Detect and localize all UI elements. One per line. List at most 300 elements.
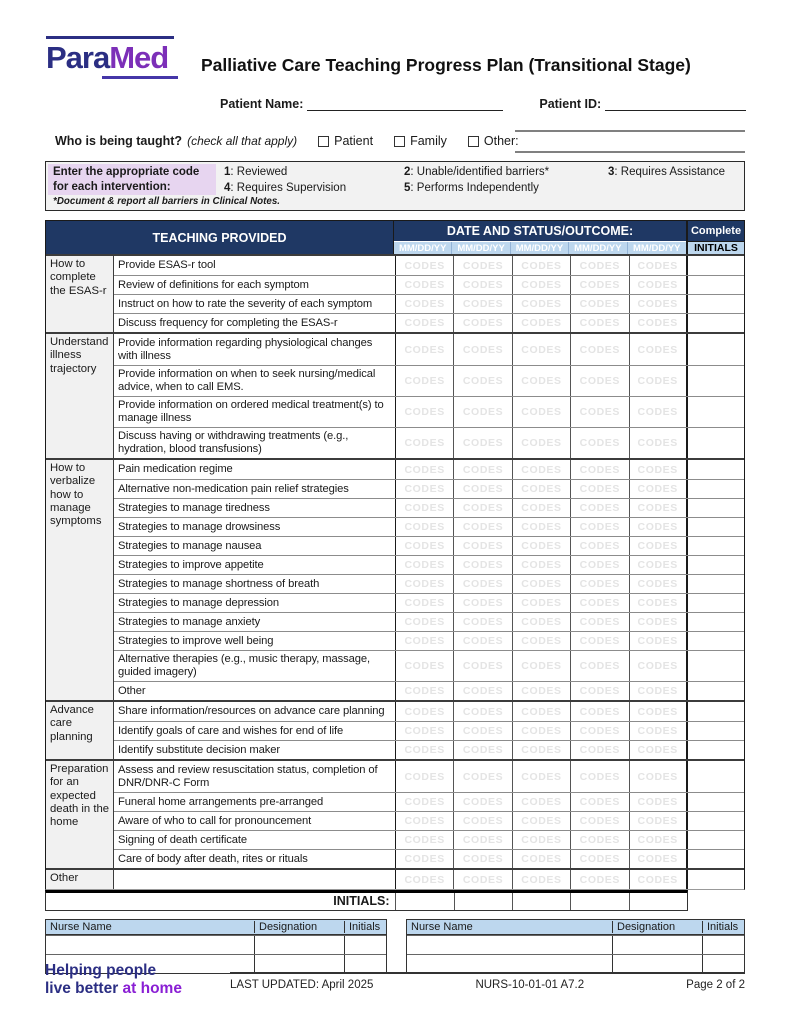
code-entry-cell[interactable]: CODES [396, 575, 454, 593]
designation-cell[interactable] [254, 955, 344, 973]
initials-col-header: Initials [344, 921, 386, 933]
code-entry-cell[interactable]: CODES [630, 556, 688, 574]
code-entry-cell[interactable]: CODES [571, 256, 629, 275]
complete-initials-cell[interactable] [688, 256, 744, 275]
code-entry-cell[interactable]: CODES [630, 741, 688, 759]
teaching-item-row [114, 811, 744, 830]
complete-initials-cell[interactable] [688, 276, 744, 294]
teaching-item-row [114, 830, 744, 849]
initials-summary-row [45, 890, 688, 911]
code-entry-cell[interactable]: CODES [454, 428, 512, 458]
code-entry-cell[interactable]: CODES [630, 397, 688, 427]
teaching-item-label: Strategies to improve appetite [114, 556, 396, 574]
code-entry-cell[interactable]: CODES [513, 613, 571, 631]
code-entry-cell[interactable]: CODES [396, 722, 454, 740]
code-entry-cell[interactable]: CODES [571, 682, 629, 700]
code-entry-cell[interactable]: CODES [513, 870, 571, 889]
complete-initials-cell[interactable] [688, 613, 744, 631]
initials-summary-cell[interactable] [395, 893, 453, 910]
code-entry-cell[interactable]: CODES [571, 575, 629, 593]
code-entry-cell[interactable]: CODES [513, 518, 571, 536]
teaching-section [46, 868, 744, 889]
date-column-header: MM/DD/YY [511, 242, 569, 254]
legend-code-5-text: : Performs Independently [410, 182, 539, 194]
complete-initials-cell[interactable] [688, 870, 744, 889]
code-entry-cell[interactable]: CODES [571, 314, 629, 332]
code-entry-cell[interactable]: CODES [513, 460, 571, 479]
code-entry-cell[interactable]: CODES [630, 314, 688, 332]
teaching-item-row [114, 612, 744, 631]
code-entry-cell[interactable]: CODES [630, 537, 688, 555]
code-entry-cell[interactable]: CODES [513, 537, 571, 555]
teaching-item-label: Discuss having or withdrawing treatments (e.g., hydration, blood transfusions) [114, 428, 396, 458]
nurse-table-row [46, 935, 386, 954]
code-entry-cell[interactable]: CODES [630, 682, 688, 700]
other-input-line[interactable] [515, 130, 745, 153]
code-entry-cell[interactable]: CODES [396, 518, 454, 536]
complete-initials-cell[interactable] [688, 651, 744, 681]
code-entry-cell[interactable]: CODES [630, 428, 688, 458]
patient-name-input-line[interactable] [307, 96, 503, 111]
code-entry-cell[interactable]: CODES [513, 682, 571, 700]
teaching-item-row [114, 870, 744, 889]
legend-code-2-num: 2 [404, 166, 411, 178]
code-entry-cell[interactable]: CODES [571, 722, 629, 740]
code-entry-cell[interactable]: CODES [396, 831, 454, 849]
legend-code-5 [404, 182, 539, 194]
code-entry-cell[interactable]: CODES [513, 276, 571, 294]
complete-initials-cell[interactable] [688, 812, 744, 830]
nurse-table-right [406, 919, 745, 974]
who-is-taught-row [55, 134, 519, 148]
complete-initials-cell[interactable] [688, 537, 744, 555]
code-entry-cell[interactable]: CODES [630, 793, 688, 811]
teaching-item-label [114, 870, 396, 889]
date-column-header: MM/DD/YY [628, 242, 686, 254]
code-entry-cell[interactable]: CODES [513, 632, 571, 650]
category-cell: Other [46, 870, 114, 889]
teaching-item-row [114, 460, 744, 479]
code-entry-cell[interactable]: CODES [630, 366, 688, 396]
complete-initials-cell[interactable] [688, 632, 744, 650]
code-entry-cell[interactable]: CODES [513, 850, 571, 868]
nurse-name-cell[interactable] [407, 936, 612, 954]
category-cell: Understand illness trajectory [46, 334, 114, 458]
code-entry-cell[interactable]: CODES [513, 295, 571, 313]
code-entry-cell[interactable]: CODES [396, 613, 454, 631]
date-column-header: MM/DD/YY [452, 242, 510, 254]
complete-initials-cell[interactable] [688, 831, 744, 849]
code-entry-cell[interactable]: CODES [630, 702, 688, 721]
complete-initials-cell[interactable] [688, 295, 744, 313]
code-entry-cell[interactable]: CODES [454, 518, 512, 536]
teaching-item-row [114, 631, 744, 650]
code-entry-cell[interactable]: CODES [396, 556, 454, 574]
initials-cell[interactable] [344, 936, 386, 954]
code-entry-cell[interactable]: CODES [396, 761, 454, 792]
code-entry-cell[interactable]: CODES [454, 722, 512, 740]
teaching-item-row [114, 681, 744, 700]
tagline-line2-navy: live better [45, 979, 123, 997]
tagline-line1: Helping people [45, 962, 157, 979]
legend-intro-line2: for each intervention: [53, 180, 171, 193]
legend-code-4 [224, 182, 346, 194]
code-entry-cell[interactable]: CODES [396, 256, 454, 275]
logo-text-med: Med [109, 40, 169, 75]
complete-initials-cell[interactable] [688, 682, 744, 700]
section-items [114, 334, 744, 458]
complete-initials-cell[interactable] [688, 314, 744, 332]
teaching-item-label: Pain medication regime [114, 460, 396, 479]
code-entry-cell[interactable]: CODES [630, 850, 688, 868]
legend-code-1 [224, 166, 287, 178]
legend-code-1-text: : Reviewed [230, 166, 288, 178]
code-entry-cell[interactable]: CODES [396, 480, 454, 498]
code-entry-cell[interactable]: CODES [630, 831, 688, 849]
teaching-item-row [114, 849, 744, 868]
code-entry-cell[interactable]: CODES [454, 397, 512, 427]
code-entry-cell[interactable]: CODES [513, 702, 571, 721]
initials-summary-cell[interactable] [512, 893, 570, 910]
code-entry-cell[interactable]: CODES [571, 295, 629, 313]
code-entry-cell[interactable]: CODES [454, 480, 512, 498]
teaching-item-row [114, 740, 744, 759]
teaching-provided-header: TEACHING PROVIDED [46, 221, 394, 254]
teaching-item-label: Funeral home arrangements pre-arranged [114, 793, 396, 811]
complete-initials-cell[interactable] [688, 556, 744, 574]
code-entry-cell[interactable]: CODES [396, 334, 454, 365]
teaching-item-row [114, 574, 744, 593]
code-entry-cell[interactable]: CODES [630, 594, 688, 612]
code-entry-cell[interactable]: CODES [396, 632, 454, 650]
legend-code-2 [404, 166, 549, 178]
nurse-table-header [46, 920, 386, 935]
code-entry-cell[interactable]: CODES [630, 870, 688, 889]
code-entry-cell[interactable]: CODES [513, 793, 571, 811]
document-code: NURS-10-01-01 A7.2 [475, 979, 585, 991]
code-entry-cell[interactable]: CODES [396, 295, 454, 313]
code-entry-cell[interactable]: CODES [513, 334, 571, 365]
teaching-item-row [114, 365, 744, 396]
code-entry-cell[interactable]: CODES [630, 575, 688, 593]
code-entry-cell[interactable]: CODES [513, 314, 571, 332]
code-entry-cell[interactable]: CODES [396, 793, 454, 811]
teaching-item-label: Other [114, 682, 396, 700]
code-entry-cell[interactable]: CODES [571, 870, 629, 889]
complete-initials-cell[interactable] [688, 793, 744, 811]
code-entry-cell[interactable]: CODES [454, 314, 512, 332]
nurse-name-cell[interactable] [407, 955, 612, 973]
code-entry-cell[interactable]: CODES [396, 850, 454, 868]
initials-summary-cell[interactable] [454, 893, 512, 910]
code-entry-cell[interactable]: CODES [513, 831, 571, 849]
code-entry-cell[interactable]: CODES [630, 812, 688, 830]
code-entry-cell[interactable]: CODES [396, 537, 454, 555]
initials-cell[interactable] [702, 936, 744, 954]
nurse-table-row [407, 935, 744, 954]
code-entry-cell[interactable]: CODES [513, 366, 571, 396]
code-entry-cell[interactable]: CODES [454, 761, 512, 792]
teaching-item-row [114, 256, 744, 275]
last-updated-text: LAST UPDATED: April 2025 [230, 979, 374, 991]
code-entry-cell[interactable]: CODES [513, 594, 571, 612]
code-entry-cell[interactable]: CODES [396, 428, 454, 458]
option-patient [318, 134, 373, 148]
code-entry-cell[interactable]: CODES [454, 575, 512, 593]
code-entry-cell[interactable]: CODES [454, 537, 512, 555]
code-entry-cell[interactable]: CODES [454, 295, 512, 313]
code-entry-cell[interactable]: CODES [396, 870, 454, 889]
code-entry-cell[interactable]: CODES [630, 499, 688, 517]
teaching-item-label: Identify substitute decision maker [114, 741, 396, 759]
footer-divider [230, 972, 745, 974]
code-entry-cell[interactable]: CODES [513, 722, 571, 740]
code-entry-cell[interactable]: CODES [630, 460, 688, 479]
teaching-item-label: Strategies to manage tiredness [114, 499, 396, 517]
code-entry-cell[interactable]: CODES [454, 613, 512, 631]
code-entry-cell[interactable]: CODES [396, 594, 454, 612]
code-entry-cell[interactable]: CODES [630, 722, 688, 740]
code-entry-cell[interactable]: CODES [454, 594, 512, 612]
code-entry-cell[interactable]: CODES [396, 812, 454, 830]
code-entry-cell[interactable]: CODES [571, 761, 629, 792]
code-entry-cell[interactable]: CODES [454, 256, 512, 275]
designation-cell[interactable] [254, 936, 344, 954]
code-entry-cell[interactable]: CODES [454, 276, 512, 294]
legend-code-3-num: 3 [608, 166, 615, 178]
code-entry-cell[interactable]: CODES [571, 741, 629, 759]
legend-code-4-num: 4 [224, 182, 231, 194]
code-entry-cell[interactable]: CODES [571, 702, 629, 721]
section-items [114, 702, 744, 759]
code-entry-cell[interactable]: CODES [571, 480, 629, 498]
code-entry-cell[interactable]: CODES [630, 613, 688, 631]
logo-text [46, 42, 178, 73]
code-entry-cell[interactable]: CODES [454, 651, 512, 681]
code-entry-cell[interactable]: CODES [571, 334, 629, 365]
code-entry-cell[interactable]: CODES [513, 256, 571, 275]
code-entry-cell[interactable]: CODES [454, 741, 512, 759]
complete-initials-cell[interactable] [688, 499, 744, 517]
complete-initials-cell[interactable] [688, 397, 744, 427]
family-checkbox-label: Family [410, 134, 447, 148]
complete-initials-cell[interactable] [688, 722, 744, 740]
who-is-taught-note: (check all that apply) [187, 134, 298, 148]
other-checkbox-label: Other: [483, 134, 519, 148]
complete-initials-cell[interactable] [688, 480, 744, 498]
code-entry-cell[interactable]: CODES [396, 741, 454, 759]
code-entry-cell[interactable]: CODES [513, 397, 571, 427]
teaching-item-row [114, 479, 744, 498]
code-entry-cell[interactable]: CODES [454, 850, 512, 868]
code-entry-cell[interactable]: CODES [454, 702, 512, 721]
initials-cell[interactable] [702, 955, 744, 973]
teaching-item-row [114, 275, 744, 294]
code-entry-cell[interactable]: CODES [630, 295, 688, 313]
patient-id-input-line[interactable] [605, 96, 746, 111]
complete-initials-cell[interactable] [688, 460, 744, 479]
who-is-taught-question: Who is being taught? [55, 134, 183, 148]
code-entry-cell[interactable]: CODES [513, 761, 571, 792]
complete-initials-cell[interactable] [688, 428, 744, 458]
designation-cell[interactable] [612, 936, 702, 954]
designation-cell[interactable] [612, 955, 702, 973]
code-entry-cell[interactable]: CODES [571, 793, 629, 811]
teaching-item-row [114, 650, 744, 681]
code-entry-cell[interactable]: CODES [513, 651, 571, 681]
teaching-section [46, 458, 744, 700]
complete-initials-cell[interactable] [688, 741, 744, 759]
code-entry-cell[interactable]: CODES [571, 613, 629, 631]
teaching-item-label: Share information/resources on advance care planning [114, 702, 396, 721]
teaching-item-label: Care of body after death, rites or rituals [114, 850, 396, 868]
designation-header: Designation [254, 921, 344, 933]
code-entry-cell[interactable]: CODES [571, 812, 629, 830]
initials-header: INITIALS [688, 241, 744, 254]
code-entry-cell[interactable]: CODES [454, 366, 512, 396]
teaching-item-row [114, 792, 744, 811]
code-entry-cell[interactable]: CODES [396, 314, 454, 332]
section-items [114, 761, 744, 868]
teaching-item-row [114, 761, 744, 792]
code-entry-cell[interactable]: CODES [630, 651, 688, 681]
complete-initials-cell[interactable] [688, 366, 744, 396]
section-items [114, 460, 744, 700]
patient-checkbox[interactable] [318, 136, 329, 147]
teaching-item-label: Strategies to manage drowsiness [114, 518, 396, 536]
nurse-name-cell[interactable] [46, 936, 254, 954]
teaching-table [45, 220, 745, 890]
content-column [45, 220, 745, 974]
code-entry-cell[interactable]: CODES [571, 632, 629, 650]
complete-initials-cell[interactable] [688, 594, 744, 612]
code-entry-cell[interactable]: CODES [630, 334, 688, 365]
code-entry-cell[interactable]: CODES [571, 397, 629, 427]
patient-row [220, 96, 746, 111]
code-entry-cell[interactable]: CODES [513, 428, 571, 458]
teaching-item-label: Discuss frequency for completing the ESAS-r [114, 314, 396, 332]
family-checkbox[interactable] [394, 136, 405, 147]
category-cell: How to verbalize how to manage symptoms [46, 460, 114, 700]
code-legend-box [45, 161, 745, 211]
code-entry-cell[interactable]: CODES [571, 594, 629, 612]
initials-cell[interactable] [344, 955, 386, 973]
teaching-item-label: Review of definitions for each symptom [114, 276, 396, 294]
legend-code-5-num: 5 [404, 182, 411, 194]
code-entry-cell[interactable]: CODES [571, 499, 629, 517]
teaching-item-row [114, 334, 744, 365]
code-entry-cell[interactable]: CODES [396, 499, 454, 517]
code-entry-cell[interactable]: CODES [396, 366, 454, 396]
code-entry-cell[interactable]: CODES [513, 812, 571, 830]
code-entry-cell[interactable]: CODES [630, 518, 688, 536]
teaching-item-label: Provide ESAS-r tool [114, 256, 396, 275]
teaching-section [46, 254, 744, 332]
paramed-logo [46, 36, 178, 79]
code-entry-cell[interactable]: CODES [571, 556, 629, 574]
logo-text-para: Para [46, 40, 110, 75]
code-entry-cell[interactable]: CODES [630, 276, 688, 294]
code-entry-cell[interactable]: CODES [513, 480, 571, 498]
code-entry-cell[interactable]: CODES [630, 761, 688, 792]
code-entry-cell[interactable]: CODES [571, 276, 629, 294]
code-entry-cell[interactable]: CODES [571, 831, 629, 849]
complete-initials-cell[interactable] [688, 702, 744, 721]
teaching-item-label: Strategies to manage anxiety [114, 613, 396, 631]
code-entry-cell[interactable]: CODES [571, 366, 629, 396]
code-entry-cell[interactable]: CODES [630, 256, 688, 275]
section-items [114, 256, 744, 332]
code-entry-cell[interactable]: CODES [396, 651, 454, 681]
code-entry-cell[interactable]: CODES [513, 741, 571, 759]
tagline-line2-purple: at home [122, 979, 182, 997]
code-entry-cell[interactable]: CODES [630, 632, 688, 650]
other-checkbox[interactable] [468, 136, 479, 147]
code-entry-cell[interactable]: CODES [454, 870, 512, 889]
code-entry-cell[interactable]: CODES [454, 632, 512, 650]
complete-initials-cell[interactable] [688, 334, 744, 365]
initials-summary-cell[interactable] [629, 893, 687, 910]
complete-initials-cell[interactable] [688, 850, 744, 868]
code-entry-cell[interactable]: CODES [571, 428, 629, 458]
complete-column-block [686, 221, 744, 254]
code-entry-cell[interactable]: CODES [513, 556, 571, 574]
code-entry-cell[interactable]: CODES [630, 480, 688, 498]
code-entry-cell[interactable]: CODES [454, 499, 512, 517]
code-entry-cell[interactable]: CODES [513, 575, 571, 593]
date-column-header: MM/DD/YY [394, 242, 452, 254]
code-entry-cell[interactable]: CODES [571, 537, 629, 555]
complete-initials-cell[interactable] [688, 518, 744, 536]
initials-summary-cell[interactable] [570, 893, 628, 910]
code-entry-cell[interactable]: CODES [454, 460, 512, 479]
code-entry-cell[interactable]: CODES [396, 276, 454, 294]
complete-initials-cell[interactable] [688, 575, 744, 593]
code-entry-cell[interactable]: CODES [571, 518, 629, 536]
section-items [114, 870, 744, 889]
teaching-section [46, 759, 744, 868]
patient-id-label: Patient ID: [539, 97, 602, 111]
page-number: Page 2 of 2 [686, 979, 745, 991]
code-entry-cell[interactable]: CODES [454, 682, 512, 700]
teaching-item-label: Strategies to manage depression [114, 594, 396, 612]
code-entry-cell[interactable]: CODES [571, 850, 629, 868]
code-entry-cell[interactable]: CODES [454, 793, 512, 811]
teaching-item-label: Provide information regarding physiological changes with illness [114, 334, 396, 365]
code-entry-cell[interactable]: CODES [396, 702, 454, 721]
complete-initials-cell[interactable] [688, 761, 744, 792]
code-entry-cell[interactable]: CODES [396, 397, 454, 427]
nurse-name-header: Nurse Name [50, 921, 112, 933]
date-columns-row [394, 241, 686, 254]
code-entry-cell[interactable]: CODES [454, 831, 512, 849]
logo-top-rule [46, 36, 174, 39]
code-entry-cell[interactable]: CODES [571, 651, 629, 681]
date-column-header: MM/DD/YY [569, 242, 627, 254]
brand-tagline [45, 962, 182, 998]
legend-code-3 [608, 166, 725, 178]
footer-info [230, 979, 745, 991]
teaching-item-label: Provide information on when to seek nursing/medical advice, when to call EMS. [114, 366, 396, 396]
code-entry-cell[interactable]: CODES [454, 334, 512, 365]
teaching-table-body [46, 254, 744, 889]
code-entry-cell[interactable]: CODES [571, 460, 629, 479]
code-entry-cell[interactable]: CODES [513, 499, 571, 517]
code-entry-cell[interactable]: CODES [396, 682, 454, 700]
code-entry-cell[interactable]: CODES [454, 812, 512, 830]
code-entry-cell[interactable]: CODES [396, 460, 454, 479]
code-entry-cell[interactable]: CODES [454, 556, 512, 574]
